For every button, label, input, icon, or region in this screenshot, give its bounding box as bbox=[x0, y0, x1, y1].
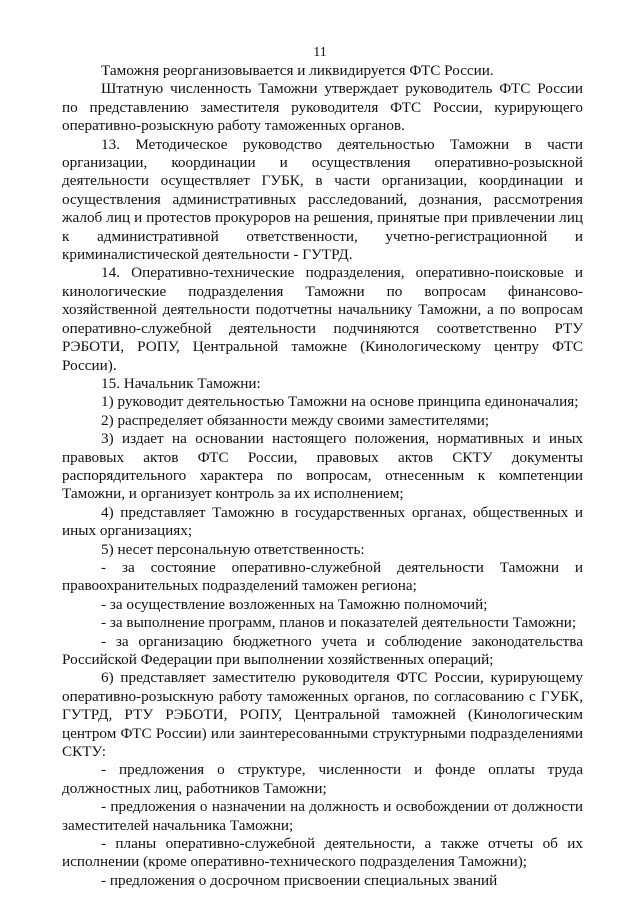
list-item-3: 3) издает на основании настоящего положения, нормативных и иных правовых актов ФТС России, правовых актов СКТУ документы распорядительного характера по вопросам, отнесенным к компетенции Таможни, и организует контроль за их исполнением; bbox=[62, 430, 583, 503]
paragraph-item-15-heading: 15. Начальник Таможни: bbox=[101, 374, 261, 392]
sub-item-proposals-structure: - предложения о структуре, численности и фонде оплаты труда должностных лиц, работников Таможни; bbox=[62, 761, 583, 797]
document-body bbox=[62, 62, 583, 890]
sub-item-responsibility-powers: - за осуществление возложенных на Таможню полномочий; bbox=[101, 595, 488, 613]
sub-item-plans-reports: - планы оперативно-служебной деятельности, а также отчеты об их исполнении (кроме оперативно-технического подразделения Таможни); bbox=[62, 835, 583, 871]
sub-item-proposals-appointment: - предложения о назначении на должность и освобождении от должности заместителей начальника Таможни; bbox=[62, 798, 583, 834]
sub-item-responsibility-state: - за состояние оперативно-служебной деятельности Таможни и правоохранительных подразделений таможен региона; bbox=[62, 558, 583, 595]
list-item-4: 4) представляет Таможню в государственных органах, общественных и иных организациях; bbox=[62, 503, 583, 540]
sub-item-responsibility-accounting: - за организацию бюджетного учета и соблюдение законодательства Российской Федерации при выполнении хозяйственных операций; bbox=[62, 632, 583, 668]
paragraph-staffing: Штатную численность Таможни утверждает руководитель ФТС России по представлению заместителя руководителя ФТС России, курирующего оперативно-розыскную работу таможенных органов. bbox=[62, 80, 583, 135]
sub-item-responsibility-programs: - за выполнение программ, планов и показателей деятельности Таможни; bbox=[101, 614, 577, 632]
paragraph-item-14: 14. Оперативно-технические подразделения, оперативно-поисковые и кинологические подразделения Таможни по вопросам финансово-хозяйственной деятельности подотчетны начальнику Таможни, а по вопросам оперативно-служебной деятельности подчиняются соответственно РТУ РЭБОТИ, РОПУ, Центральной таможне (Кинологическому центру ФТС России). bbox=[62, 264, 583, 374]
list-item-6: 6) представляет заместителю руководителя ФТС России, курирующему оперативно-розыскную работу таможенных органов, по согласованию с ГУБК, ГУТРД, РТУ РЭБОТИ, РОПУ, Центральной таможней (Кинологическим центром ФТС России) или заинтересованными структурными подразделениями СКТУ: bbox=[62, 669, 583, 761]
paragraph-reorganization: Таможня реорганизовывается и ликвидируется ФТС России. bbox=[101, 62, 494, 79]
paragraph-item-13: 13. Методическое руководство деятельностью Таможни в части организации, координации и осуществления оперативно-розыскной деятельности осуществляет ГУБК, в части организации, координации и осуществления административных расследований, дознания, рассмотрения жалоб лиц и протестов прокуроров на решения, принятые при привлечении лиц к административной ответственности, учетно-регистрационной и криминалистической деятельности - ГУТРД. bbox=[62, 135, 583, 264]
list-item-2: 2) распределяет обязанности между своими заместителями; bbox=[101, 411, 490, 429]
list-item-1: 1) руководит деятельностью Таможни на основе принципа единоначалия; bbox=[101, 393, 579, 411]
list-item-5: 5) несет персональную ответственность: bbox=[101, 540, 365, 558]
page-number: 11 bbox=[313, 45, 327, 60]
sub-item-proposals-ranks: - предложения о досрочном присвоении специальных званий bbox=[101, 871, 498, 889]
